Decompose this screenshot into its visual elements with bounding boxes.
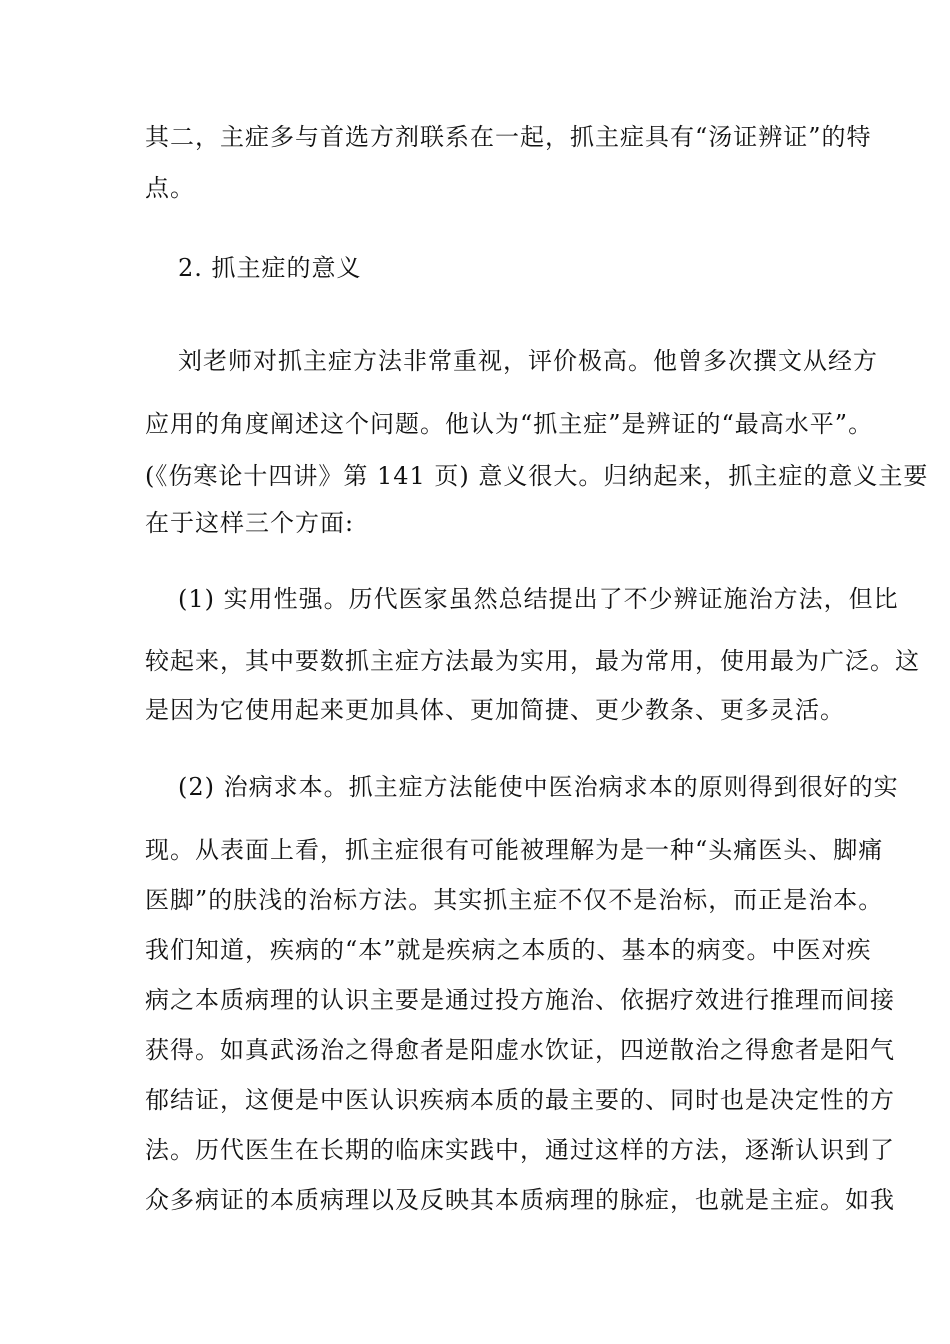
para2-line-1: 刘老师对抓主症方法非常重视，评价极高。他曾多次撰文从经方 — [178, 347, 878, 375]
para4-line-4: 我们知道，疾病的“本”就是疾病之本质的、基本的病变。中医对疾 — [145, 936, 872, 964]
para4-line-3: 医脚”的肤浅的治标方法。其实抓主症不仅不是治标，而正是治本。 — [145, 886, 884, 914]
para2-line-4: 在于这样三个方面: — [145, 509, 355, 537]
para4-line-1: (2) 治病求本。抓主症方法能使中医治病求本的原则得到很好的实 — [178, 773, 899, 801]
para1-line-2: 点。 — [145, 174, 195, 202]
para4-line-8: 法。历代医生在长期的临床实践中，通过这样的方法，逐渐认识到了 — [145, 1136, 895, 1164]
para4-line-5: 病之本质病理的认识主要是通过投方施治、依据疗效进行推理而间接 — [145, 986, 895, 1014]
para3-line-1: (1) 实用性强。历代医家虽然总结提出了不少辨证施治方法，但比 — [178, 585, 899, 613]
para2-line-3: (《伤寒论十四讲》第 141 页) 意义很大。归纳起来，抓主症的意义主要 — [145, 462, 929, 490]
para4-line-7: 郁结证，这便是中医认识疾病本质的最主要的、同时也是决定性的方 — [145, 1086, 895, 1114]
para4-line-9: 众多病证的本质病理以及反映其本质病理的脉症，也就是主症。如我 — [145, 1186, 895, 1214]
para1-line-1: 其二，主症多与首选方剂联系在一起，抓主症具有“汤证辨证”的特 — [145, 123, 872, 151]
para3-line-2: 较起来，其中要数抓主症方法最为实用，最为常用，使用最为广泛。这 — [145, 647, 920, 675]
para3-line-3: 是因为它使用起来更加具体、更加简捷、更少教条、更多灵活。 — [145, 696, 845, 724]
section-heading: 2. 抓主症的意义 — [178, 254, 362, 282]
para4-line-6: 获得。如真武汤治之得愈者是阳虚水饮证，四逆散治之得愈者是阳气 — [145, 1036, 895, 1064]
para4-line-2: 现。从表面上看，抓主症很有可能被理解为是一种“头痛医头、脚痛 — [145, 836, 884, 864]
para2-line-2: 应用的角度阐述这个问题。他认为“抓主症”是辨证的“最高水平”。 — [145, 410, 874, 438]
